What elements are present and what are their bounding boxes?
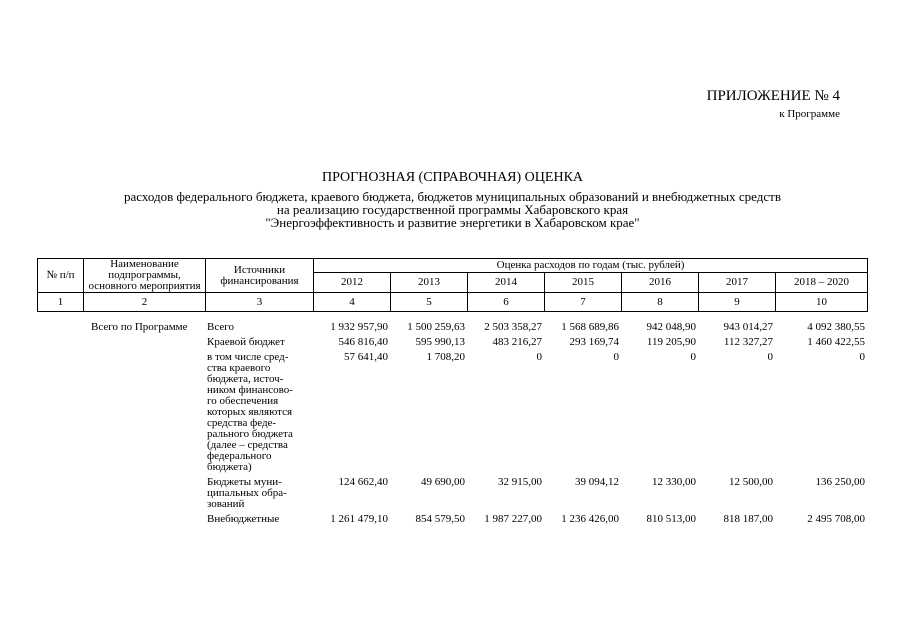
value-cell: 546 816,40 xyxy=(338,336,388,348)
funding-source: Всего xyxy=(207,321,234,333)
value-cell: 0 xyxy=(613,351,619,363)
value-cell: 818 187,00 xyxy=(723,513,773,525)
estimate-table-header xyxy=(37,258,868,312)
column-index: 4 xyxy=(314,293,391,312)
row-num-cell xyxy=(37,350,83,475)
header-name: Наименование подпрограммы, основного мероприятия xyxy=(84,259,206,293)
value-cell: 112 327,27 xyxy=(723,336,773,348)
header-year: 2013 xyxy=(391,273,468,293)
header-year: 2016 xyxy=(622,273,699,293)
value-cell: 1 932 957,90 xyxy=(330,321,388,333)
value-cell: 595 990,13 xyxy=(415,336,465,348)
value-cell: 1 987 227,00 xyxy=(484,513,542,525)
value-cell: 1 236 426,00 xyxy=(561,513,619,525)
value-cell: 483 216,27 xyxy=(492,336,542,348)
column-index-row xyxy=(38,293,868,312)
value-cell: 12 500,00 xyxy=(729,476,773,488)
value-cell: 0 xyxy=(690,351,696,363)
header-estimate: Оценка расходов по годам (тыс. рублей) xyxy=(314,259,868,273)
value-cell: 1 500 259,63 xyxy=(407,321,465,333)
value-cell: 2 503 358,27 xyxy=(484,321,542,333)
header-year: 2018 – 2020 xyxy=(776,273,868,293)
heading-line-3: "Энергоэффективность и развитие энергетики в Хабаровском крае" xyxy=(265,215,640,230)
value-cell: 12 330,00 xyxy=(652,476,696,488)
value-cell: 49 690,00 xyxy=(421,476,465,488)
table-row xyxy=(37,335,867,350)
value-cell: 57 641,40 xyxy=(344,351,388,363)
appendix-block xyxy=(700,88,840,120)
value-cell: 1 460 422,55 xyxy=(807,336,865,348)
column-index: 1 xyxy=(38,293,84,312)
value-cell: 942 048,90 xyxy=(646,321,696,333)
value-cell: 2 495 708,00 xyxy=(807,513,865,525)
value-cell: 0 xyxy=(536,351,542,363)
header-source: Источники финансирования xyxy=(206,259,314,293)
column-index: 8 xyxy=(622,293,699,312)
column-index: 10 xyxy=(776,293,868,312)
heading-line-2: на реализацию государственной программы Хабаровского края xyxy=(276,202,629,217)
header-year: 2014 xyxy=(468,273,545,293)
value-cell: 854 579,50 xyxy=(415,513,465,525)
funding-source: Бюджеты муни- ципальных обра- зований xyxy=(207,476,287,510)
value-cell: 810 513,00 xyxy=(646,513,696,525)
column-index: 3 xyxy=(206,293,314,312)
table-row xyxy=(37,320,867,335)
estimate-table-body xyxy=(37,320,867,527)
row-name-cell xyxy=(83,335,205,350)
appendix-title: ПРИЛОЖЕНИЕ № 4 xyxy=(706,88,840,104)
appendix-subtitle: к Программе xyxy=(779,108,840,120)
value-cell: 39 094,12 xyxy=(575,476,619,488)
table-row xyxy=(37,512,867,527)
header-year: 2012 xyxy=(314,273,391,293)
value-cell: 943 014,27 xyxy=(723,321,773,333)
value-cell: 1 708,20 xyxy=(426,351,465,363)
value-cell: 4 092 380,55 xyxy=(807,321,865,333)
value-cell: 119 205,90 xyxy=(646,336,696,348)
program-name: Всего по Программе xyxy=(91,321,188,333)
value-cell: 0 xyxy=(859,351,865,363)
funding-source: в том числе сред- ства краевого бюджета, источ- ником финансово- го обеспечения которых являются средства феде- рального бюджета (далее – средства федерального бюджета) xyxy=(207,351,293,473)
value-cell: 32 915,00 xyxy=(498,476,542,488)
column-index: 5 xyxy=(391,293,468,312)
row-num-cell xyxy=(37,512,83,527)
header-year: 2017 xyxy=(699,273,776,293)
value-cell: 136 250,00 xyxy=(815,476,865,488)
table-row xyxy=(37,475,867,512)
row-name-cell xyxy=(83,512,205,527)
heading-line-1: расходов федерального бюджета, краевого бюджета, бюджетов муниципальных образований и внебюджетных средств xyxy=(124,189,781,204)
value-cell: 124 662,40 xyxy=(338,476,388,488)
document-heading xyxy=(40,170,865,229)
value-cell: 1 261 479,10 xyxy=(330,513,388,525)
row-name-cell xyxy=(83,350,205,475)
document-title: ПРОГНОЗНАЯ (СПРАВОЧНАЯ) ОЦЕНКА xyxy=(321,170,584,185)
column-index: 9 xyxy=(699,293,776,312)
row-name-cell xyxy=(83,475,205,512)
column-index: 6 xyxy=(468,293,545,312)
value-cell: 0 xyxy=(767,351,773,363)
header-year: 2015 xyxy=(545,273,622,293)
value-cell: 1 568 689,86 xyxy=(561,321,619,333)
column-index: 7 xyxy=(545,293,622,312)
row-num-cell xyxy=(37,320,83,335)
funding-source: Внебюджетные xyxy=(207,513,280,525)
header-num: № п/п xyxy=(38,259,84,293)
funding-source: Краевой бюджет xyxy=(207,336,285,348)
value-cell: 293 169,74 xyxy=(569,336,619,348)
table-row xyxy=(37,350,867,475)
row-num-cell xyxy=(37,335,83,350)
column-index: 2 xyxy=(84,293,206,312)
row-num-cell xyxy=(37,475,83,512)
